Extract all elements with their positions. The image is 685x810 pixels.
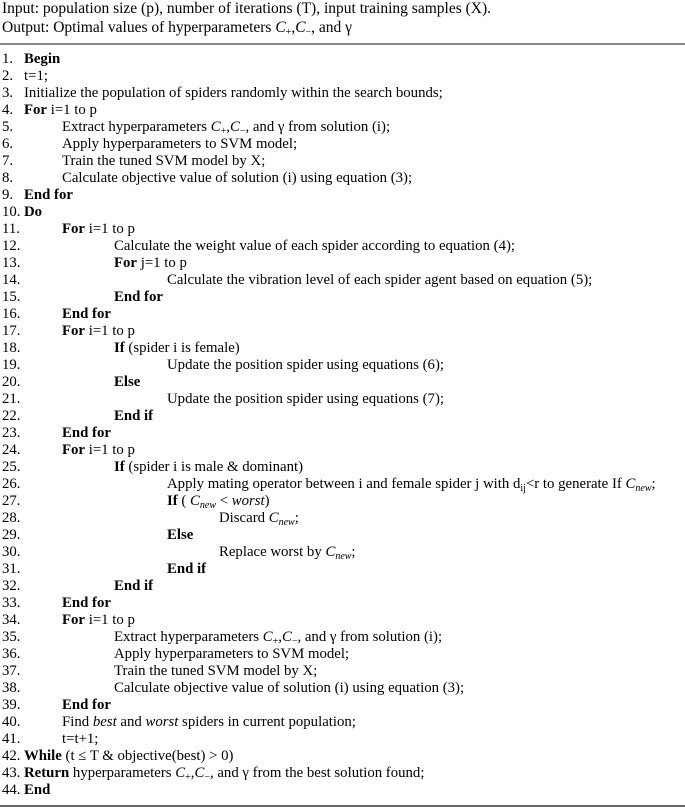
step-number: 18. [2, 340, 21, 356]
step-text: Apply hyperparameters to SVM model; [114, 646, 350, 662]
step-number: 6. [2, 136, 14, 152]
c-new-symbol: C [268, 510, 279, 526]
step-number: 4. [2, 102, 14, 118]
c-plus-symbol: C [262, 629, 273, 645]
step-text: If (spider i is male & dominant) [114, 459, 304, 475]
step-text: End for [114, 289, 163, 305]
step-text: End if [114, 578, 154, 594]
step-number: 41. [2, 731, 21, 747]
output-prefix: Output: Optimal values of hyperparameters [2, 19, 276, 36]
step-text: End [24, 782, 51, 798]
step-text: Do [24, 204, 43, 220]
step-number: 27. [2, 493, 21, 509]
step-number: 37. [2, 663, 21, 679]
step-number: 36. [2, 646, 21, 662]
step-text: Calculate objective value of solution (i) using equation (3); [114, 680, 465, 696]
step-text: Replace worst by $C_{new}$; [219, 544, 356, 562]
step-text: End for [62, 595, 111, 611]
step-text: Apply hyperparameters to SVM model; [62, 136, 298, 152]
top-divider [0, 43, 685, 45]
step-text: End for [62, 306, 111, 322]
step-number: 20. [2, 374, 21, 390]
c-plus-symbol: C [175, 765, 186, 781]
c-minus-symbol: C [295, 19, 306, 36]
step-text: Initialize the population of spiders randomly within the search bounds; [24, 85, 443, 101]
step-number: 1. [2, 51, 14, 67]
step-number: 35. [2, 629, 21, 645]
step-number: 32. [2, 578, 21, 594]
step-text: For i=1 to p [62, 323, 135, 339]
step-text: End if [167, 561, 207, 577]
c-minus-symbol: C [229, 119, 240, 135]
step-number: 25. [2, 459, 21, 475]
step-number: 3. [2, 85, 14, 101]
step-text: Extract hyperparameters $C_+,C_-$, and γ from solution (i); [114, 629, 443, 647]
step-text: Return hyperparameters $C_+,C_-$, and γ from the best solution found; [24, 765, 425, 783]
step-text: Calculate objective value of solution (i) using equation (3); [62, 170, 413, 186]
step-text: End for [62, 697, 111, 713]
step-number: 11. [2, 221, 20, 237]
step-text: For j=1 to p [114, 255, 187, 271]
step-text: For i=1 to p [24, 102, 97, 118]
step-text: t=t+1; [62, 731, 99, 747]
step-text: Else [167, 527, 194, 543]
step-number: 10. [2, 204, 21, 220]
step-number: 8. [2, 170, 14, 186]
step-number: 33. [2, 595, 21, 611]
step-number: 7. [2, 153, 14, 169]
step-number: 16. [2, 306, 21, 322]
step-text: While (t ≤ T & objective(best) > 0) [24, 748, 234, 764]
step-number: 30. [2, 544, 21, 560]
output-line: Output: Optimal values of hyperparameters $C_+,C_-$, and γ [2, 19, 353, 38]
step-text: Discard $C_{new}$; [219, 510, 299, 528]
step-text: Apply mating operator between i and female spider j with $d_{ij}<r$ to generate If $C_{new}$; [167, 476, 656, 494]
step-number: 43. [2, 765, 21, 781]
c-plus-symbol: C [210, 119, 221, 135]
bottom-divider [0, 805, 685, 807]
step-number: 26. [2, 476, 21, 492]
step-number: 22. [2, 408, 21, 424]
step-text: Train the tuned SVM model by X; [62, 153, 266, 169]
step-number: 42. [2, 748, 21, 764]
step-number: 31. [2, 561, 21, 577]
worst-symbol: worst [231, 493, 265, 509]
c-minus-symbol: C [194, 765, 205, 781]
step-text: Calculate the vibration level of each spider agent based on equation (5); [167, 272, 593, 288]
step-text: Begin [24, 51, 61, 67]
c-new-symbol: C [325, 544, 336, 560]
step-number: 17. [2, 323, 21, 339]
step-number: 14. [2, 272, 21, 288]
input-line: Input: population size (p), number of iterations (T), input training samples (X). [2, 0, 491, 17]
step-number: 23. [2, 425, 21, 441]
step-text: Train the tuned SVM model by X; [114, 663, 318, 679]
step-text: For i=1 to p [62, 442, 135, 458]
step-text: Else [114, 374, 141, 390]
step-text: End for [62, 425, 111, 441]
step-number: 9. [2, 187, 14, 203]
c-minus-symbol: C [281, 629, 292, 645]
c-new-symbol: C [625, 476, 636, 492]
step-number: 44. [2, 782, 21, 798]
step-number: 2. [2, 68, 14, 84]
step-text: Calculate the weight value of each spider according to equation (4); [114, 238, 516, 254]
step-number: 39. [2, 697, 21, 713]
step-number: 24. [2, 442, 21, 458]
step-number: 29. [2, 527, 21, 543]
step-text: End for [24, 187, 73, 203]
step-text: If ( $C_{new}$ < worst) [167, 493, 270, 511]
step-number: 38. [2, 680, 21, 696]
step-number: 13. [2, 255, 21, 271]
step-text: Find best and worst spiders in current population; [62, 714, 356, 730]
step-text: For i=1 to p [62, 612, 135, 628]
output-suffix: , and γ [311, 19, 353, 36]
step-number: 34. [2, 612, 21, 628]
step-text: Extract hyperparameters $C_+,C_-$, and γ from solution (i); [62, 119, 391, 137]
step-number: 21. [2, 391, 21, 407]
step-number: 5. [2, 119, 14, 135]
dij-symbol: d [512, 476, 521, 492]
step-text: Update the position spider using equations (7); [167, 391, 444, 407]
c-new-symbol: C [190, 493, 200, 509]
step-text: Update the position spider using equations (6); [167, 357, 444, 373]
step-number: 12. [2, 238, 21, 254]
step-number: 15. [2, 289, 21, 305]
step-number: 19. [2, 357, 21, 373]
step-text: For i=1 to p [62, 221, 135, 237]
step-number: 40. [2, 714, 21, 730]
c-plus-symbol: C [275, 19, 286, 36]
step-number: 28. [2, 510, 21, 526]
step-text: t=1; [24, 68, 48, 84]
step-text: End if [114, 408, 154, 424]
step-text: If (spider i is female) [114, 340, 240, 356]
